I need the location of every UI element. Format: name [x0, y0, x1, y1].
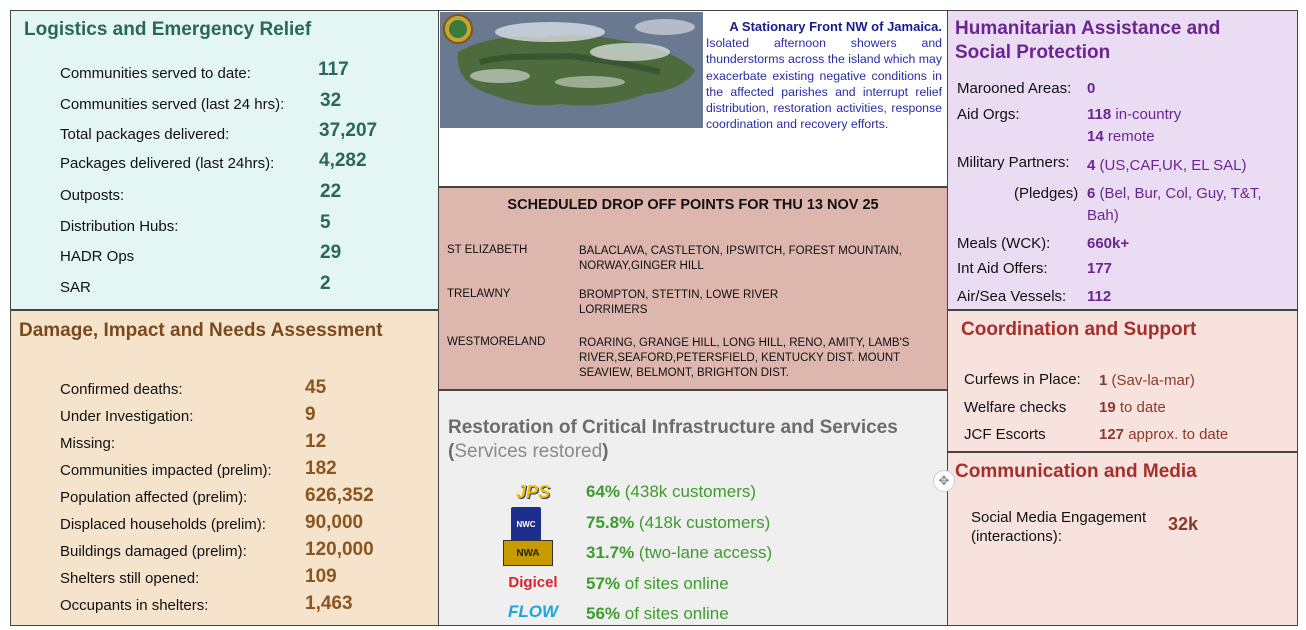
engagement-value: 32k — [1168, 514, 1199, 534]
coordination-panel — [947, 310, 1298, 452]
logistics-label: Communities served (last 24 hrs): — [60, 96, 285, 113]
logistics-value: 2 — [320, 273, 331, 294]
jps-logo-icon: JPS — [515, 481, 551, 502]
damage-panel — [10, 310, 439, 626]
restoration-row — [586, 543, 772, 563]
dropoff-parish: ST ELIZABETH — [447, 244, 528, 256]
logistics-value: 32 — [320, 90, 342, 111]
restoration-title-sub: Services restored — [454, 441, 603, 462]
emblem-icon — [443, 14, 473, 44]
aid-orgs-remote — [1087, 128, 1155, 145]
logistics-label: Packages delivered (last 24hrs): — [60, 155, 275, 172]
vessels-value — [1087, 288, 1111, 305]
aid-orgs-in-country-text: in-country — [1111, 106, 1182, 123]
logistics-label: SAR — [60, 279, 91, 296]
coord-value — [1099, 426, 1228, 443]
coord-text: approx. to date — [1124, 426, 1229, 443]
restoration-pct: 31.7% — [586, 543, 635, 562]
pledges-label: (Pledges) — [1014, 185, 1079, 202]
logistics-label: Distribution Hubs: — [60, 218, 179, 235]
dropoff-parish: TRELAWNY — [447, 288, 511, 300]
aid-orgs-in-country — [1087, 106, 1181, 123]
logistics-value: 37,207 — [319, 120, 378, 141]
damage-label: Communities impacted (prelim): — [60, 462, 272, 479]
restoration-row — [586, 513, 770, 533]
restoration-panel — [438, 390, 948, 626]
aid-orgs-remote-text: remote — [1103, 128, 1155, 145]
flow-logo-icon: FLOW — [507, 602, 559, 621]
pledges-value — [1087, 185, 1262, 202]
restoration-detail: of sites online — [620, 604, 729, 623]
damage-label: Displaced households (prelim): — [60, 516, 266, 533]
weather-panel — [438, 10, 948, 187]
logistics-label: Communities served to date: — [60, 65, 251, 82]
logistics-label: Outposts: — [60, 187, 125, 204]
military-label: Military Partners: — [957, 154, 1070, 171]
restoration-row — [586, 604, 729, 624]
restoration-pct: 75.8% — [586, 513, 635, 532]
logistics-label: HADR Ops — [60, 248, 135, 265]
restoration-title — [448, 416, 943, 464]
aid-orgs-in-country-num: 118 — [1087, 106, 1112, 123]
pledges-text: (Bel, Bur, Col, Guy, T&T, — [1095, 185, 1262, 202]
coord-text: to date — [1115, 399, 1166, 416]
restoration-title-close: ) — [602, 441, 609, 462]
dropoff-places: BALACLAVA, CASTLETON, IPSWITCH, FOREST MOUNTAIN, NORWAY,GINGER HILL — [579, 245, 902, 272]
damage-label: Buildings damaged (prelim): — [60, 543, 247, 560]
coord-label: JCF Escorts — [964, 426, 1046, 443]
nwc-logo-icon: NWC — [511, 507, 541, 541]
int-aid-num: 177 — [1087, 260, 1113, 277]
damage-label: Population affected (prelim): — [60, 489, 248, 506]
weather-caption: Isolated afternoon showers and thunderstorms across the island which may exacerbate existing negative conditions in the affected parishes and interrupt relief distribution, restoration activities, response coordination and recovery efforts. — [706, 36, 942, 132]
restoration-row — [586, 482, 756, 502]
move-icon[interactable]: ✥ — [933, 470, 955, 492]
aid-orgs-remote-num: 14 — [1087, 128, 1104, 145]
engagement-label-line1: Social Media Engagement — [971, 509, 1147, 526]
pledges-num: 6 — [1087, 185, 1096, 202]
damage-label: Under Investigation: — [60, 408, 194, 425]
damage-title: Damage, Impact and Needs Assessment — [19, 320, 383, 341]
restoration-pct: 56% — [586, 604, 621, 623]
damage-value: 182 — [305, 458, 337, 479]
satellite-map-icon — [440, 12, 703, 128]
coord-text: (Sav-la-mar) — [1107, 372, 1195, 389]
meals-value — [1087, 235, 1129, 252]
logistics-panel — [10, 10, 439, 310]
restoration-pct: 57% — [586, 574, 621, 593]
dropoff-places: BROMPTON, STETTIN, LOWE RIVER LORRIMERS — [579, 289, 779, 316]
vessels-num: 112 — [1087, 288, 1112, 305]
coord-value — [1099, 372, 1195, 389]
damage-value: 12 — [305, 431, 327, 452]
damage-label: Shelters still opened: — [60, 570, 200, 587]
nwa-logo-icon: NWA — [503, 540, 553, 566]
damage-value: 120,000 — [305, 539, 374, 560]
damage-label: Missing: — [60, 435, 116, 452]
meals-label: Meals (WCK): — [957, 235, 1051, 252]
aid-orgs-label: Aid Orgs: — [957, 106, 1020, 123]
coord-num: 127 — [1099, 426, 1125, 443]
coord-label: Welfare checks — [964, 399, 1067, 416]
restoration-detail: of sites online — [620, 574, 729, 593]
damage-value: 1,463 — [305, 593, 353, 614]
military-text: (US,CAF,UK, EL SAL) — [1095, 157, 1247, 174]
military-num: 4 — [1087, 157, 1096, 174]
restoration-title-main: Restoration of Critical Infrastructure and Services — [448, 417, 898, 438]
dropoff-panel — [438, 187, 948, 390]
logistics-value: 4,282 — [319, 150, 367, 171]
damage-value: 626,352 — [305, 485, 374, 506]
military-value — [1087, 157, 1247, 174]
vessels-label: Air/Sea Vessels: — [957, 288, 1067, 305]
marooned-value — [1087, 80, 1095, 97]
humanitarian-title: Humanitarian Assistance and Social Protection — [955, 18, 1221, 63]
communication-title: Communication and Media — [955, 461, 1197, 482]
digicel-logo-icon: Digicel — [508, 573, 558, 591]
restoration-row — [586, 574, 729, 594]
restoration-title-open: ( — [448, 441, 455, 462]
damage-value: 9 — [305, 404, 316, 425]
damage-value: 109 — [305, 566, 337, 587]
restoration-detail: (418k customers) — [634, 513, 771, 532]
logistics-value: 29 — [320, 242, 342, 263]
logistics-value: 5 — [320, 212, 331, 233]
restoration-pct: 64% — [586, 482, 621, 501]
logistics-title: Logistics and Emergency Relief — [24, 19, 312, 40]
marooned-num: 0 — [1087, 80, 1096, 97]
pledges-value-cont: Bah) — [1087, 207, 1119, 224]
int-aid-value — [1087, 260, 1112, 277]
logistics-value: 117 — [318, 59, 349, 80]
coord-label: Curfews in Place: — [964, 371, 1081, 388]
weather-title: A Stationary Front NW of Jamaica. — [729, 19, 942, 34]
dropoff-title: SCHEDULED DROP OFF POINTS FOR THU 13 NOV 25 — [507, 197, 879, 213]
restoration-detail: (two-lane access) — [634, 543, 773, 562]
dropoff-parish: WESTMORELAND — [447, 336, 546, 348]
engagement-label — [971, 508, 1146, 546]
meals-num: 660k+ — [1087, 235, 1130, 252]
restoration-detail: (438k customers) — [620, 482, 757, 501]
coord-num: 1 — [1099, 372, 1108, 389]
communication-panel — [947, 452, 1298, 626]
damage-value: 90,000 — [305, 512, 364, 533]
int-aid-label: Int Aid Offers: — [957, 260, 1048, 277]
humanitarian-panel — [947, 10, 1298, 310]
damage-label: Confirmed deaths: — [60, 381, 183, 398]
coord-num: 19 — [1099, 399, 1116, 416]
coord-value — [1099, 399, 1166, 416]
coordination-title: Coordination and Support — [961, 319, 1197, 340]
logistics-label: Total packages delivered: — [60, 126, 230, 143]
logistics-value: 22 — [320, 181, 342, 202]
satellite-image — [440, 12, 703, 128]
damage-label: Occupants in shelters: — [60, 597, 209, 614]
dropoff-places: ROARING, GRANGE HILL, LONG HILL, RENO, AMITY, LAMB'S RIVER,SEAFORD,PETERSFIELD, KENTUCKY DIST. MOUNT SEAVIEW, BELMONT, BRIGHTON DIST. — [579, 337, 910, 379]
damage-value: 45 — [305, 377, 327, 398]
marooned-label: Marooned Areas: — [957, 80, 1072, 97]
engagement-label-line2: (interactions): — [971, 528, 1062, 545]
